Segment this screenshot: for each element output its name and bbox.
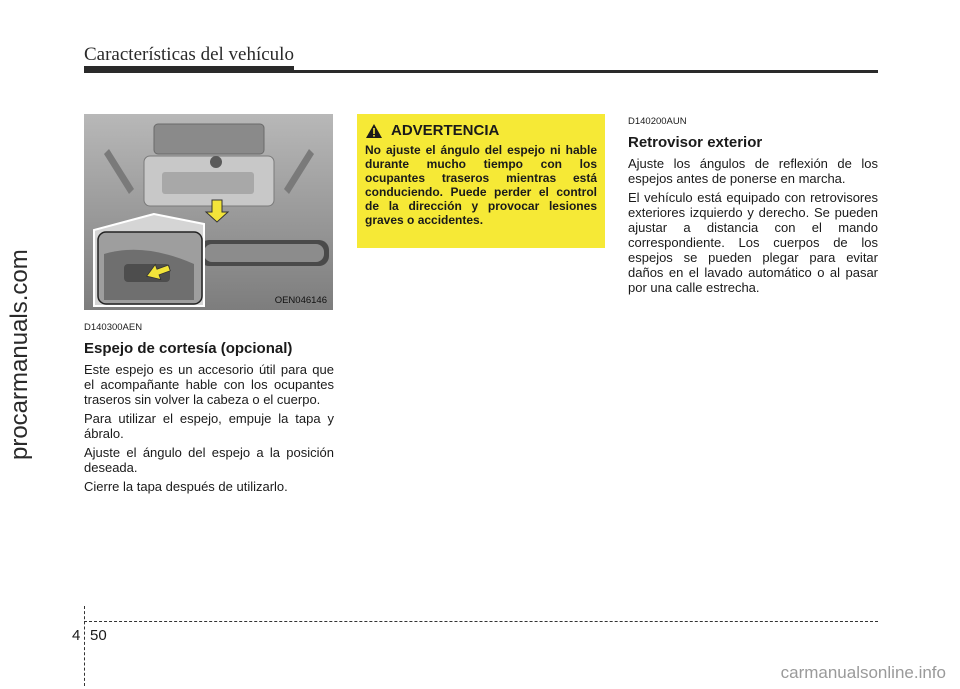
vanity-mirror-figure bbox=[84, 114, 333, 310]
page-header-title: Características del vehículo bbox=[84, 44, 294, 65]
warning-header bbox=[365, 122, 597, 139]
warning-triangle-icon bbox=[365, 123, 383, 139]
section-heading: Retrovisor exterior bbox=[628, 134, 763, 151]
section-heading: Espejo de cortesía (opcional) bbox=[84, 340, 293, 357]
footer-rule bbox=[84, 621, 878, 622]
paragraph: Cierre la tapa después de utilizarlo. bbox=[84, 479, 288, 494]
section-code: D140300AEN bbox=[84, 322, 143, 333]
paragraph: Ajuste los ángulos de reflexión de los espejos antes de ponerse en marcha. bbox=[628, 156, 878, 186]
section-code: D140200AUN bbox=[628, 116, 687, 127]
paragraph: El vehículo está equipado con retrovisores exteriores izquierdo y derecho. Se pueden ajustar a distancia con el mando correspondiente. Los cuerpos de los espejos se pueden plegar para evitar daños en el lavado automático o al pasar por una calle estrecha. bbox=[628, 190, 878, 295]
warning-box bbox=[357, 114, 605, 248]
outside-mirror-section bbox=[628, 114, 878, 299]
figure-caption: OEN046146 bbox=[274, 295, 327, 306]
footer-divider bbox=[84, 606, 85, 686]
page-number: 50 bbox=[90, 627, 107, 644]
paragraph: Este espejo es un accesorio útil para que el acompañante hable con los ocupantes traseros sin volver la cabeza o el cuerpo. bbox=[84, 362, 334, 407]
vanity-mirror-illustration bbox=[84, 114, 333, 310]
warning-text: No ajuste el ángulo del espejo ni hable durante mucho tiempo con los ocupantes traseros mientras está conduciendo. Puede perder el control de la dirección y provocar lesiones graves o accidentes. bbox=[365, 143, 597, 227]
warning-title: ADVERTENCIA bbox=[391, 122, 500, 139]
paragraph: Para utilizar el espejo, empuje la tapa y ábralo. bbox=[84, 411, 334, 441]
bottom-watermark: carmanualsonline.info bbox=[780, 663, 946, 682]
vanity-mirror-section bbox=[84, 320, 334, 498]
paragraph: Ajuste el ángulo del espejo a la posición deseada. bbox=[84, 445, 334, 475]
side-watermark: procarmanuals.com bbox=[6, 249, 33, 460]
header-rule bbox=[84, 70, 878, 73]
chapter-number: 4 bbox=[72, 627, 81, 644]
